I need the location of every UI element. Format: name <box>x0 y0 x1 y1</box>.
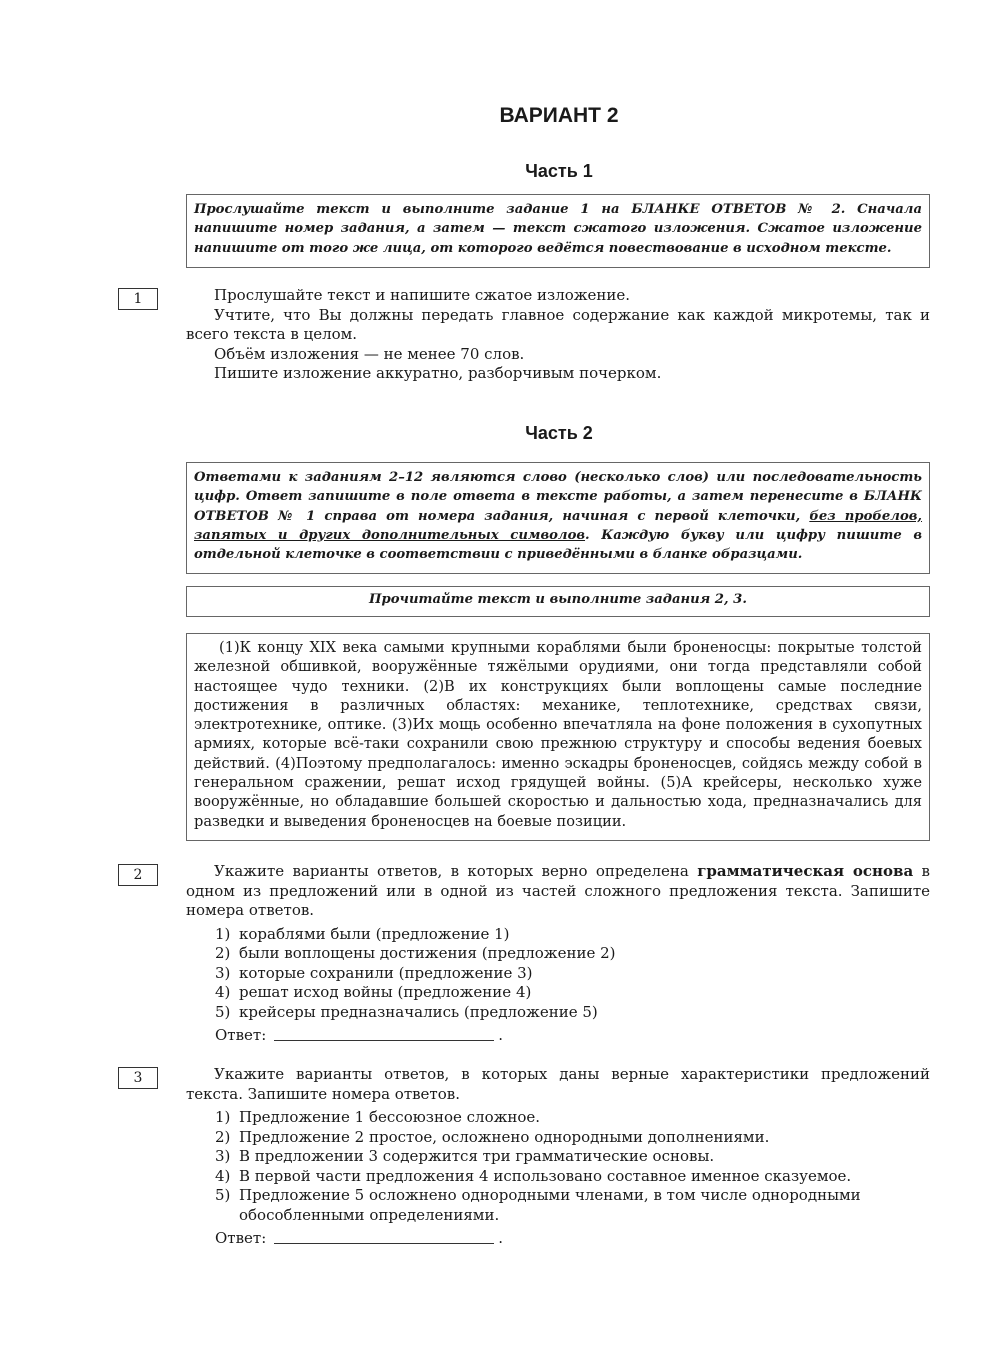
part2-instruction-underlined: без пробелов, запятых и других дополнительных символов <box>194 508 923 543</box>
option-text: которые сохранили (предложение 3) <box>239 963 533 982</box>
part2-instruction-b: . Каждую букву или цифру пишите в отдельной клеточке в соответствии с приведёнными в бланке образцами. <box>194 527 922 563</box>
task2-option-3 <box>215 964 930 984</box>
option-text: В первой части предложения 4 использовано составное именное сказуемое. <box>239 1166 852 1185</box>
task1-line3: Объём изложения — не менее 70 слов. <box>214 344 525 363</box>
part1-title: Часть 1 <box>525 161 593 181</box>
reading-text: (1)К концу XIX века самыми крупными кораблями были броненосцы: покрытые толстой железной обшивкой, вооружённые тяжёлыми орудиями, они тогда представляли собой настоящее чудо техники. (2)В их конструкциях были воплощены самые последние достижения в различных областях: механике, теплотехнике, средствах связи, электротехнике, оптике. (3)Их мощь особенно впечатляла на фоне положения в сухопутных армиях, которые всё-таки сохранили свою прежнюю структуру и способы ведения боевых действий. (4)Поэтому предполагалось: именно эскадры броненосцев, сойдясь между собой в генеральном сражении, решат исход грядущей войны. (5)А крейсеры, несколько хуже вооружённые, но обладавшие большей скоростью и дальностью хода, предназначались для разведки и выведения броненосцев на боевые позиции. <box>194 639 922 830</box>
answer-line[interactable] <box>274 1040 494 1041</box>
option-number: 2) <box>215 944 231 962</box>
task1-line4: Пишите изложение аккуратно, разборчивым почерком. <box>214 364 662 382</box>
option-text: Предложение 5 осложнено однородными членами, в том числе однородными обособленными определениями. <box>239 1186 861 1224</box>
read-instruction-box <box>186 586 930 617</box>
answer-label: Ответ: <box>215 1026 267 1044</box>
task2-option-1 <box>215 925 930 945</box>
task3-option-2 <box>215 1128 930 1148</box>
task2-answer: Ответ: . <box>215 1026 504 1044</box>
task1-line2: Учтите, что Вы должны передать главное содержание как каждой микротемы, так и всего текста в целом. <box>186 305 930 343</box>
option-number: 3) <box>215 963 231 982</box>
reading-text-box <box>186 633 930 841</box>
task2-options <box>215 925 930 1023</box>
option-number: 2) <box>215 1127 231 1146</box>
task2 <box>186 862 930 1046</box>
option-number: 1) <box>215 1108 231 1126</box>
task3-option-1 <box>215 1108 930 1128</box>
part2-instruction-box <box>186 462 930 574</box>
part2-title: Часть 2 <box>525 423 593 443</box>
read-instruction: Прочитайте текст и выполните задания 2, 3. <box>369 592 747 607</box>
task-number-1: 1 <box>118 288 158 310</box>
option-text: крейсеры предназначались (предложение 5) <box>239 1002 598 1021</box>
option-text: кораблями были (предложение 1) <box>239 924 510 943</box>
option-number: 5) <box>215 1002 231 1021</box>
option-number: 4) <box>215 983 231 1001</box>
option-number: 3) <box>215 1147 231 1165</box>
task1 <box>186 286 930 384</box>
page-title: ВАРИАНТ 2 <box>499 104 619 127</box>
part1-instruction-box <box>186 194 930 268</box>
answer-line[interactable] <box>274 1243 494 1244</box>
part2-instruction-a: Ответами к заданиям 2–12 являются слово (несколько слов) или последовательность цифр. Ответ запишите в поле ответа в тексте работы, а затем перенесите в БЛАНК ОТВЕТОВ № 1 справа от номера задания, начиная с первой клеточки, <box>194 470 922 524</box>
task3-options <box>215 1108 930 1225</box>
task3-answer: Ответ: . <box>215 1229 504 1247</box>
option-text: были воплощены достижения (предложение 2) <box>239 944 616 962</box>
task3 <box>186 1065 930 1249</box>
task-number-2: 2 <box>118 864 158 886</box>
task2-question-bold: грамматическая основа <box>697 862 914 880</box>
part1-instruction: Прослушайте текст и выполните задание 1 на БЛАНКЕ ОТВЕТОВ № 2. Сначала напишите номер задания, а затем — текст сжатого изложения. Сжатое изложение напишите от того же лица, от которого ведётся повествование в исходном тексте. <box>194 202 922 256</box>
option-text: решат исход войны (предложение 4) <box>239 983 532 1001</box>
task3-question: Укажите варианты ответов, в которых даны верные характеристики предложений текста. Запишите номера ответов. <box>186 1065 930 1103</box>
task1-line1: Прослушайте текст и напишите сжатое изложение. <box>214 286 631 304</box>
task3-option-4 <box>215 1167 930 1187</box>
answer-label: Ответ: <box>215 1229 267 1247</box>
option-text: Предложение 1 бессоюзное сложное. <box>239 1108 541 1126</box>
task3-option-5 <box>215 1186 930 1225</box>
task2-question-end: в одном из предложений или в одной из частей сложного предложения текста. Запишите номера ответов. <box>186 862 931 919</box>
option-number: 5) <box>215 1186 231 1204</box>
task2-option-2 <box>215 944 930 964</box>
task2-option-5 <box>215 1003 930 1023</box>
task-number-3: 3 <box>118 1067 158 1089</box>
task2-option-4 <box>215 983 930 1003</box>
option-number: 4) <box>215 1166 231 1185</box>
task2-question-start: Укажите варианты ответов, в которых верно определена <box>214 862 698 880</box>
option-text: В предложении 3 содержится три грамматические основы. <box>239 1147 715 1165</box>
option-number: 1) <box>215 924 231 943</box>
task3-option-3 <box>215 1147 930 1167</box>
task2-question <box>186 862 930 921</box>
option-text: Предложение 2 простое, осложнено однородными дополнениями. <box>239 1127 770 1146</box>
